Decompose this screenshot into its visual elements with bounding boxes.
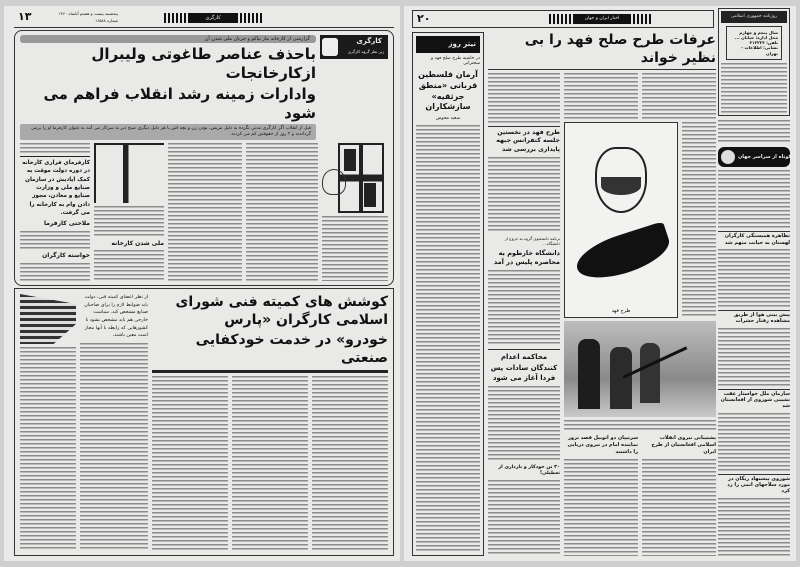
sidebar-item: پیش بینی هوا از طریق مشاهده رفتار حشرات xyxy=(718,310,790,325)
article-2-pull-quote: از نظر اعضای کمیته فنی، دولت باید ضوابط لازم را برای صاحبان صنایع مشخص کند. سیاست خارجی هم باید مشخص بشود تا کشورهایی که رابطه با آنها مجاز است معین باشند. xyxy=(84,295,148,339)
story-30-headline: ۳۰ تن خودکار و بارداری از تعطیلی! xyxy=(498,464,560,476)
article-1-kicker: گزارشی از کارخانه ماز نیاکو و جریان ملی شدن آن xyxy=(20,35,316,43)
article-2-headline-line2: خودرو» در خدمت خودکفایی صنعتی xyxy=(195,332,388,366)
story-afghan-headline: پشتیبانی نیروی انقلاب اسلامی افغانستان از طرح ایران xyxy=(651,435,716,455)
subhead: ملاحتی کارفرما xyxy=(43,220,90,228)
article-2-headline-line1: کوشش های کمیته فنی شورای اسلامی کارگران «پارس xyxy=(175,294,388,328)
illustration-hand-window xyxy=(322,143,388,213)
article-1 xyxy=(14,30,394,286)
column-title-text: تیتر روز xyxy=(448,40,476,48)
article-1-headline-line1: باحذف عناصر طاغوتی ولیبرال ازکارخانجات xyxy=(91,45,316,82)
masthead-line: محل اداره: خیابان ... xyxy=(734,34,778,40)
column-headline: آرمان فلسطین قربانی «منطق جرثقیه» سازشکاران xyxy=(418,70,478,112)
page-header xyxy=(14,10,394,28)
article-2 xyxy=(14,288,394,556)
section-box-subtitle: زیر نظر گروه کارگری xyxy=(347,49,384,54)
news-photo xyxy=(564,321,716,417)
page-number: ۱۳ xyxy=(18,10,32,23)
date-line: پنجشنبه بیست و هشتم آبانماه ۱۳۶۰ xyxy=(58,11,118,16)
masthead-line: نشانی: اطلاعات - تهران xyxy=(741,45,778,56)
sidebar-box-title: کوتاه از سراسر جهان xyxy=(738,153,792,160)
article-1-lead: قبل از انقلاب اگر کارگری مدتی نگرده به دلیل مریض، بودن زن و بچه اش یا هر دلیل دیگری صبح دیر به سرکار می آمد به عنوان کارفرما او را برمی گرداندند و ۲ روز از حقوقش کم می کردند. xyxy=(20,124,316,139)
subhead: ملی شدن کارخانه xyxy=(111,239,164,247)
cartoon xyxy=(564,122,678,318)
sidebar-box xyxy=(718,147,790,167)
masthead-line: تلفن: ۳۱۲۲۲۳ xyxy=(749,40,778,46)
sidebar-item: سازمان ملل خواستار عقب نشینی شوروی از افغانستان شد xyxy=(718,389,790,410)
issue-line: شماره ۱۶۵۸۸ xyxy=(95,18,118,23)
column-author: سعید مجوس xyxy=(435,116,461,122)
column-box-title xyxy=(416,36,480,53)
section-label: کارگری xyxy=(188,13,238,23)
article-1-header xyxy=(20,35,316,140)
pull-quote: کارفرمای فراری کارخانه در دوره دولت موقت به کمک ایادیش در سازمان صنایع ملی و وزارت صنایع و معادن، مجوز دادن وام به کارخانه را می گرفت. xyxy=(20,156,90,218)
right-page xyxy=(404,6,796,561)
article-1-headline-line2: وادارات زمینه رشد انقلاب فراهم می شود xyxy=(43,84,316,122)
section-box xyxy=(320,35,388,59)
masthead-title: روزنامه جمهوری اسلامی xyxy=(721,11,787,23)
column-box xyxy=(412,32,484,556)
subheadline: طرح فهد در نخستین جلسه کنفرانس جبهه پایداری بررسی شد xyxy=(488,126,560,154)
sidebar xyxy=(718,120,790,556)
section-box-title: کارگری xyxy=(356,37,382,45)
cartoon-caption: طرح فهد xyxy=(611,308,631,314)
masthead-line: سال پنجم و چهارم xyxy=(739,29,778,35)
logo-icon xyxy=(322,38,338,56)
sidebar-item: تظاهره همبستگی کارگران لهستان به خیانت متهم شد xyxy=(718,231,790,246)
story-navy-headline: سرتیپان دو اتوبیل قصد ترور نماینده امام در نیروی دریایی را داشتند xyxy=(567,435,638,455)
masthead xyxy=(718,8,790,116)
story-sadat-headline: محاکمه اعدام کنندگان سادات پس فردا آغاز می شود xyxy=(488,349,560,382)
page-number: ۲۰ xyxy=(417,12,431,25)
left-page xyxy=(4,6,400,561)
globe-icon xyxy=(721,150,735,164)
story-khartoum-headline: دانشگاه خارطوم به محاصره پلیس در آمد xyxy=(493,249,560,267)
illustration-hand-window-2 xyxy=(94,143,164,203)
main-headline: عرفات طرح صلح فهد را بی نظیر خواند xyxy=(488,32,716,70)
story-khartoum-kicker: برنامه دانشجوی گروه به خروج از دانشگاه... xyxy=(504,236,560,247)
section-label: اخبار ایران و جهان xyxy=(573,14,631,24)
column-kicker: در حاشیه طرح صلح فهد و سخنرانی xyxy=(431,55,480,67)
page-header xyxy=(412,10,714,28)
center-area xyxy=(488,32,716,556)
divider xyxy=(152,370,388,373)
subhead: خواسته کارگران xyxy=(42,252,90,260)
sidebar-item: شوروی پیشنهاد ریگان در مورد سلاحهای اتمی را رد کرد xyxy=(718,474,790,495)
illustration-flag-factory xyxy=(20,294,76,344)
